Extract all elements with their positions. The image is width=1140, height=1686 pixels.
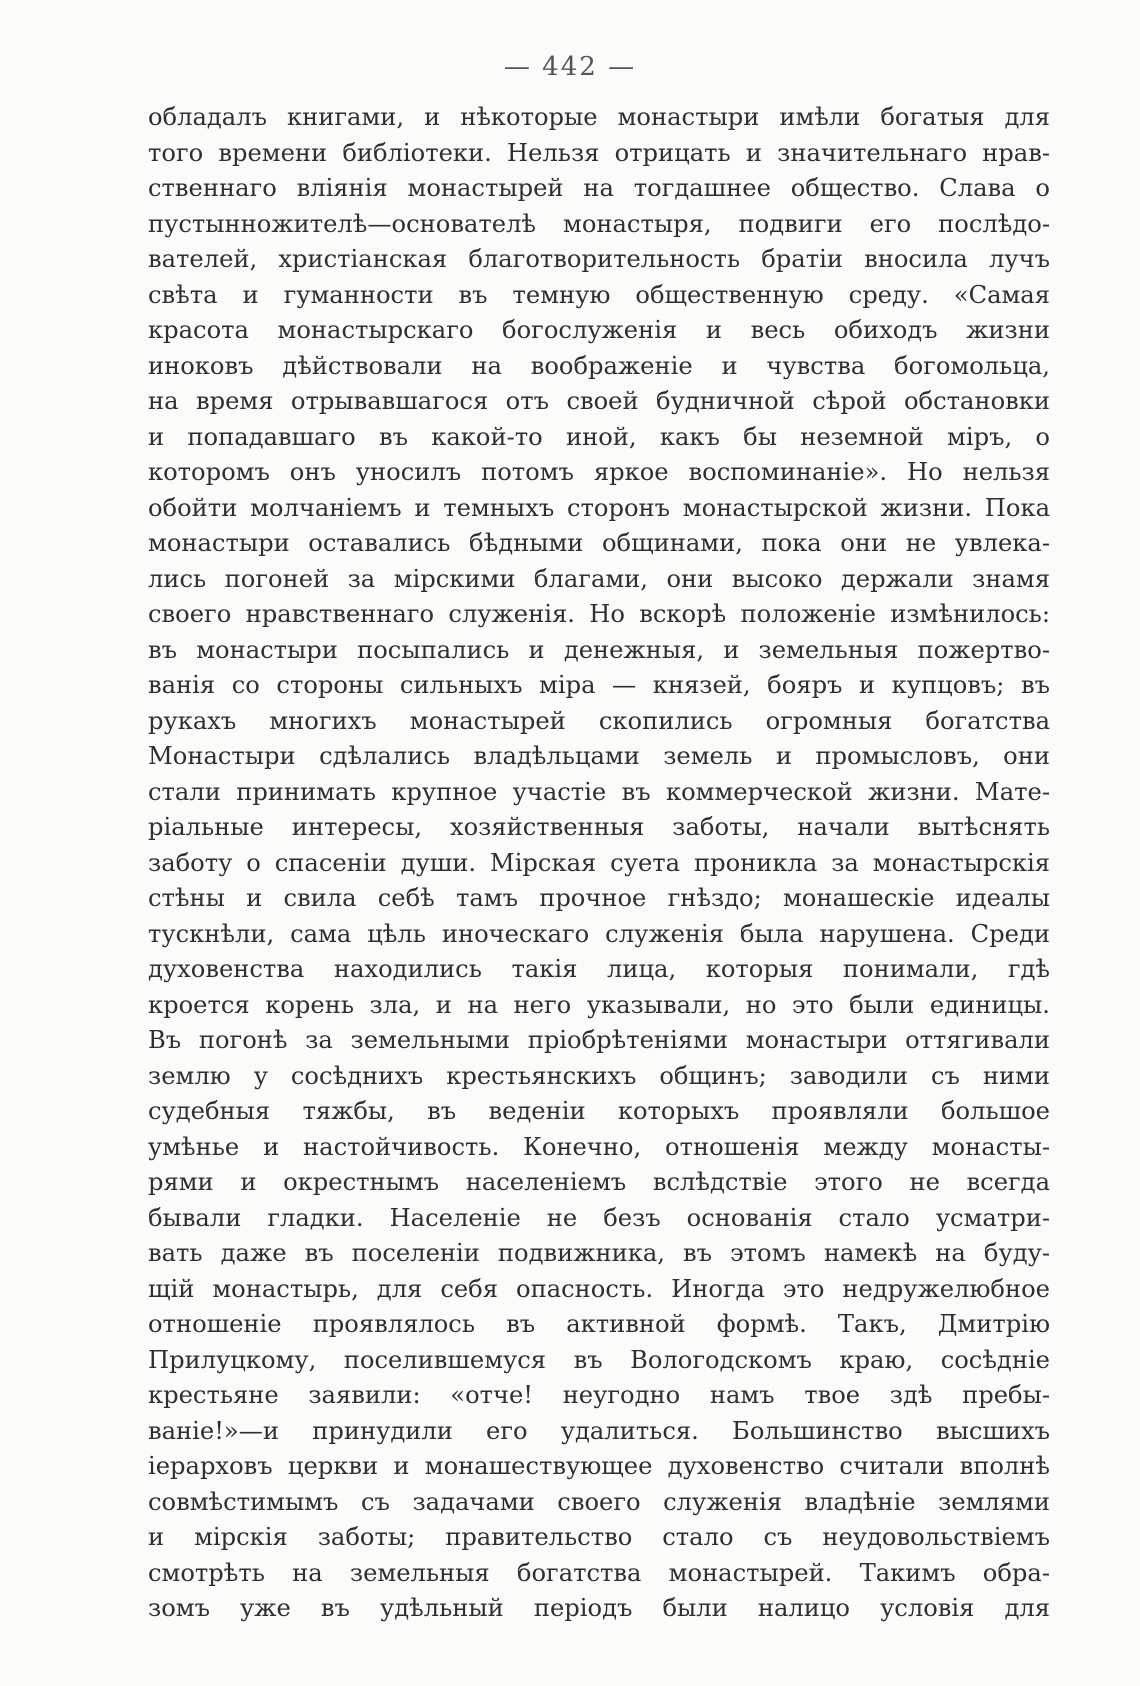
text-line: лись погоней за мірскими благами, они высоко держали знамя xyxy=(148,564,1050,593)
text-line: ванія со стороны сильныхъ міра — князей, бояръ и купцовъ; въ xyxy=(148,671,1050,699)
text-line: Прилуцкому, поселившемуся въ Вологодскомъ краю, сосѣдніе xyxy=(148,1345,1050,1374)
text-line: рями и окрестнымъ населеніемъ вслѣдствіе этого не всегда xyxy=(148,1168,1050,1196)
text-line: стали принимать крупное участіе въ коммерческой жизни. Мате- xyxy=(148,777,1050,806)
text-line: крестьяне заявили: «отче! неугодно намъ твое здѣ пребы- xyxy=(148,1381,1050,1409)
text-line: которомъ онъ уносилъ потомъ яркое воспоминаніе». Но нельзя xyxy=(148,458,1050,486)
text-line: вать даже въ поселеніи подвижника, въ этомъ намекѣ на буду- xyxy=(148,1239,1050,1267)
text-line: пустынножителѣ—основателѣ монастыря, подвиги его послѣдо- xyxy=(148,209,1050,238)
text-line: рукахъ многихъ монастырей скопились огромныя богатства xyxy=(148,706,1050,735)
text-line: щій монастырь, для себя опасность. Иногда это недружелюбное xyxy=(148,1274,1050,1303)
text-line: стѣны и свила себѣ тамъ прочное гнѣздо; монашескіе идеалы xyxy=(148,884,1050,912)
text-line: того времени библіотеки. Нельзя отрицать и значительнаго нрав- xyxy=(148,138,1050,167)
text-line: духовенства находились такія лица, которыя понимали, гдѣ xyxy=(148,955,1050,983)
text-line: судебныя тяжбы, въ веденіи которыхъ проявляли большое xyxy=(148,1097,1050,1125)
text-line: ваніе!»—и принудили его удалиться. Большинство высшихъ xyxy=(148,1416,1050,1445)
text-line: ственнаго вліянія монастырей на тогдашнее общество. Слава о xyxy=(148,174,1050,202)
text-line: ріальные интересы, хозяйственныя заботы, начали вытѣснять xyxy=(148,813,1050,841)
text-line: отношеніе проявлялось въ активной формѣ. Такъ, Дмитрію xyxy=(148,1310,1050,1338)
text-line: красота монастырскаго богослуженія и весь обиходъ жизни xyxy=(148,316,1050,344)
text-line: зомъ уже въ удѣльный періодъ были налицо условія для xyxy=(148,1594,1050,1622)
text-line: смотрѣть на земельныя богатства монастырей. Такимъ обра- xyxy=(148,1558,1050,1587)
body-text xyxy=(148,100,1050,1627)
text-line: совмѣстимымъ съ задачами своего служенія владѣніе землями xyxy=(148,1487,1050,1516)
text-line: вателей, христіанская благотворительность братіи вносила лучъ xyxy=(148,245,1050,273)
text-line: обойти молчаніемъ и темныхъ сторонъ монастырской жизни. Пока xyxy=(148,493,1050,522)
text-line: своего нравственнаго служенія. Но вскорѣ положеніе измѣнилось: xyxy=(148,600,1050,628)
text-line: умѣнье и настойчивость. Конечно, отношенія между монасты- xyxy=(148,1132,1050,1161)
text-line: Въ погонѣ за земельными пріобрѣтеніями монастыри оттягивали xyxy=(148,1026,1050,1054)
text-line: землю у сосѣднихъ крестьянскихъ общинъ; заводили съ ними xyxy=(148,1061,1050,1090)
text-line: и мірскія заботы; правительство стало съ неудовольствіемъ xyxy=(148,1523,1050,1551)
text-line: въ монастыри посыпались и денежныя, и земельныя пожертво- xyxy=(148,635,1050,664)
text-line: свѣта и гуманности въ темную общественную среду. «Самая xyxy=(148,280,1050,309)
text-line: тускнѣли, сама цѣль иноческаго служенія была нарушена. Среди xyxy=(148,919,1050,948)
text-line: на время отрывавшагося отъ своей будничной сѣрой обстановки xyxy=(148,387,1050,415)
text-line: кроется корень зла, и на него указывали, но это были единицы. xyxy=(148,990,1050,1019)
text-line: и попадавшаго въ какой-то иной, какъ бы неземной міръ, о xyxy=(148,422,1050,451)
text-line: заботу о спасеніи души. Мірская суета проникла за монастырскія xyxy=(148,848,1050,877)
text-line: бывали гладки. Населеніе не безъ основанія стало усматри- xyxy=(148,1203,1050,1232)
text-line: Монастыри сдѣлались владѣльцами земель и промысловъ, они xyxy=(148,742,1050,770)
page-number: — 442 — xyxy=(503,52,637,82)
text-line: иноковъ дѣйствовали на воображеніе и чувства богомольца, xyxy=(148,351,1050,380)
text-line: іерарховъ церкви и монашествующее духовенство считали вполнѣ xyxy=(148,1452,1050,1480)
text-line: обладалъ книгами, и нѣкоторые монастыри имѣли богатыя для xyxy=(148,103,1050,131)
text-line: монастыри оставались бѣдными общинами, пока они не увлека- xyxy=(148,529,1050,557)
